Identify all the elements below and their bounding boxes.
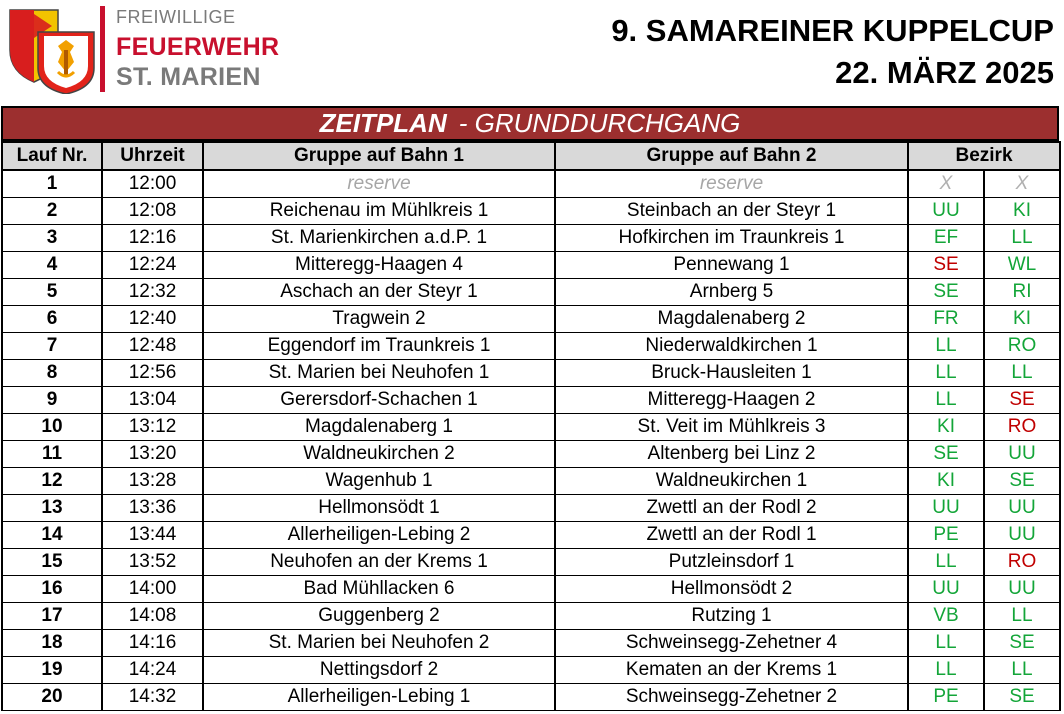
bezirk-1-cell: SE xyxy=(908,440,984,467)
bezirk-1-cell: SE xyxy=(908,278,984,305)
lauf-nr-cell: 11 xyxy=(2,440,102,467)
table-row xyxy=(2,359,1060,386)
bahn-2-group-cell: Steinbach an der Steyr 1 xyxy=(555,197,908,224)
schedule-table-body xyxy=(2,170,1060,710)
column-header-lauf-nr: Lauf Nr. xyxy=(2,142,102,170)
table-row xyxy=(2,602,1060,629)
table-row xyxy=(2,494,1060,521)
uhrzeit-cell: 13:04 xyxy=(102,386,203,413)
column-header-uhrzeit: Uhrzeit xyxy=(102,142,203,170)
bahn-1-group-cell: St. Marien bei Neuhofen 1 xyxy=(203,359,555,386)
bezirk-2-cell: LL xyxy=(984,602,1060,629)
bahn-2-group-cell: Waldneukirchen 1 xyxy=(555,467,908,494)
uhrzeit-cell: 13:12 xyxy=(102,413,203,440)
bezirk-1-cell: LL xyxy=(908,548,984,575)
uhrzeit-cell: 12:32 xyxy=(102,278,203,305)
event-date: 22. MÄRZ 2025 xyxy=(835,55,1054,90)
bahn-1-group-cell: Tragwein 2 xyxy=(203,305,555,332)
table-row xyxy=(2,629,1060,656)
uhrzeit-cell: 12:08 xyxy=(102,197,203,224)
table-row xyxy=(2,197,1060,224)
bahn-2-group-cell: St. Veit im Mühlkreis 3 xyxy=(555,413,908,440)
bezirk-2-cell: SE xyxy=(984,386,1060,413)
bezirk-1-cell: LL xyxy=(908,359,984,386)
uhrzeit-cell: 12:56 xyxy=(102,359,203,386)
bahn-1-group-cell: Nettingsdorf 2 xyxy=(203,656,555,683)
table-row xyxy=(2,332,1060,359)
bahn-2-group-cell: Schweinsegg-Zehetner 2 xyxy=(555,683,908,710)
bezirk-1-cell: KI xyxy=(908,413,984,440)
bezirk-1-cell: PE xyxy=(908,683,984,710)
bezirk-1-cell: LL xyxy=(908,656,984,683)
bezirk-2-cell: KI xyxy=(984,305,1060,332)
banner-title: ZEITPLAN xyxy=(319,108,447,138)
bezirk-2-cell: UU xyxy=(984,521,1060,548)
bezirk-1-cell: LL xyxy=(908,386,984,413)
table-row xyxy=(2,548,1060,575)
table-row xyxy=(2,575,1060,602)
table-row xyxy=(2,224,1060,251)
uhrzeit-cell: 12:00 xyxy=(102,170,203,197)
uhrzeit-cell: 14:24 xyxy=(102,656,203,683)
bahn-1-group-cell: Allerheiligen-Lebing 2 xyxy=(203,521,555,548)
lauf-nr-cell: 2 xyxy=(2,197,102,224)
lauf-nr-cell: 6 xyxy=(2,305,102,332)
bahn-2-group-cell: Mitteregg-Haagen 2 xyxy=(555,386,908,413)
org-line-2: FEUERWEHR xyxy=(116,33,280,61)
table-row xyxy=(2,656,1060,683)
column-header-bahn-2: Gruppe auf Bahn 2 xyxy=(555,142,908,170)
bahn-2-group-cell: Pennewang 1 xyxy=(555,251,908,278)
table-row xyxy=(2,251,1060,278)
event-title: 9. SAMAREINER KUPPELCUP xyxy=(611,13,1054,48)
uhrzeit-cell: 14:00 xyxy=(102,575,203,602)
bezirk-1-cell: LL xyxy=(908,332,984,359)
bezirk-1-cell: X xyxy=(908,170,984,197)
uhrzeit-cell: 12:40 xyxy=(102,305,203,332)
fire-brigade-crest-logo xyxy=(8,6,96,94)
bezirk-2-cell: SE xyxy=(984,683,1060,710)
bahn-1-group-cell: Hellmonsödt 1 xyxy=(203,494,555,521)
bezirk-1-cell: UU xyxy=(908,197,984,224)
bahn-1-group-cell: Wagenhub 1 xyxy=(203,467,555,494)
lauf-nr-cell: 14 xyxy=(2,521,102,548)
bahn-2-group-cell: Bruck-Hausleiten 1 xyxy=(555,359,908,386)
organization-name xyxy=(116,8,279,90)
uhrzeit-cell: 14:16 xyxy=(102,629,203,656)
bezirk-2-cell: X xyxy=(984,170,1060,197)
bahn-2-group-cell: Zwettl an der Rodl 1 xyxy=(555,521,908,548)
uhrzeit-cell: 12:48 xyxy=(102,332,203,359)
table-row xyxy=(2,305,1060,332)
bezirk-2-cell: UU xyxy=(984,440,1060,467)
bezirk-2-cell: LL xyxy=(984,224,1060,251)
uhrzeit-cell: 14:32 xyxy=(102,683,203,710)
logo-divider xyxy=(100,6,105,92)
lauf-nr-cell: 9 xyxy=(2,386,102,413)
event-info xyxy=(611,10,1054,94)
bezirk-1-cell: LL xyxy=(908,629,984,656)
column-header-bezirk: Bezirk xyxy=(908,142,1060,170)
bahn-2-group-cell: Niederwaldkirchen 1 xyxy=(555,332,908,359)
bezirk-1-cell: VB xyxy=(908,602,984,629)
bahn-2-group-cell: Rutzing 1 xyxy=(555,602,908,629)
uhrzeit-cell: 12:24 xyxy=(102,251,203,278)
bezirk-1-cell: FR xyxy=(908,305,984,332)
bahn-2-group-cell: Hellmonsödt 2 xyxy=(555,575,908,602)
bahn-2-group-cell: Magdalenaberg 2 xyxy=(555,305,908,332)
bahn-1-group-cell: Neuhofen an der Krems 1 xyxy=(203,548,555,575)
uhrzeit-cell: 13:44 xyxy=(102,521,203,548)
bezirk-1-cell: PE xyxy=(908,521,984,548)
lauf-nr-cell: 4 xyxy=(2,251,102,278)
bahn-2-group-cell: Kematen an der Krems 1 xyxy=(555,656,908,683)
table-header-row xyxy=(2,142,1060,170)
bezirk-2-cell: LL xyxy=(984,656,1060,683)
bezirk-1-cell: SE xyxy=(908,251,984,278)
org-line-3: ST. MARIEN xyxy=(116,63,261,91)
bahn-1-group-cell: Reichenau im Mühlkreis 1 xyxy=(203,197,555,224)
bahn-1-group-cell: Eggendorf im Traunkreis 1 xyxy=(203,332,555,359)
bahn-2-group-cell: Altenberg bei Linz 2 xyxy=(555,440,908,467)
bezirk-2-cell: RO xyxy=(984,548,1060,575)
lauf-nr-cell: 19 xyxy=(2,656,102,683)
lauf-nr-cell: 17 xyxy=(2,602,102,629)
table-row xyxy=(2,683,1060,710)
bezirk-2-cell: RO xyxy=(984,413,1060,440)
table-row xyxy=(2,386,1060,413)
bahn-1-group-cell: Aschach an der Steyr 1 xyxy=(203,278,555,305)
uhrzeit-cell: 14:08 xyxy=(102,602,203,629)
table-row xyxy=(2,278,1060,305)
bezirk-2-cell: UU xyxy=(984,494,1060,521)
bezirk-1-cell: EF xyxy=(908,224,984,251)
lauf-nr-cell: 18 xyxy=(2,629,102,656)
bezirk-1-cell: KI xyxy=(908,467,984,494)
uhrzeit-cell: 13:52 xyxy=(102,548,203,575)
banner-subtitle: - GRUNDDURCHGANG xyxy=(458,108,741,138)
lauf-nr-cell: 13 xyxy=(2,494,102,521)
lauf-nr-cell: 8 xyxy=(2,359,102,386)
org-line-1: FREIWILLIGE xyxy=(116,7,236,27)
bahn-1-group-cell: reserve xyxy=(203,170,555,197)
bezirk-1-cell: UU xyxy=(908,575,984,602)
bezirk-2-cell: SE xyxy=(984,629,1060,656)
table-row xyxy=(2,440,1060,467)
bahn-1-group-cell: Mitteregg-Haagen 4 xyxy=(203,251,555,278)
bahn-1-group-cell: St. Marien bei Neuhofen 2 xyxy=(203,629,555,656)
bahn-1-group-cell: Allerheiligen-Lebing 1 xyxy=(203,683,555,710)
bahn-1-group-cell: Magdalenaberg 1 xyxy=(203,413,555,440)
lauf-nr-cell: 15 xyxy=(2,548,102,575)
lauf-nr-cell: 7 xyxy=(2,332,102,359)
schedule-banner xyxy=(1,106,1059,141)
table-row xyxy=(2,413,1060,440)
bezirk-2-cell: RI xyxy=(984,278,1060,305)
lauf-nr-cell: 16 xyxy=(2,575,102,602)
page-header xyxy=(0,0,1064,100)
bahn-1-group-cell: Guggenberg 2 xyxy=(203,602,555,629)
bezirk-1-cell: UU xyxy=(908,494,984,521)
bezirk-2-cell: RO xyxy=(984,332,1060,359)
uhrzeit-cell: 13:20 xyxy=(102,440,203,467)
bahn-2-group-cell: Putzleinsdorf 1 xyxy=(555,548,908,575)
bezirk-2-cell: KI xyxy=(984,197,1060,224)
schedule-table xyxy=(1,141,1061,711)
lauf-nr-cell: 3 xyxy=(2,224,102,251)
bahn-2-group-cell: Arnberg 5 xyxy=(555,278,908,305)
lauf-nr-cell: 1 xyxy=(2,170,102,197)
lauf-nr-cell: 20 xyxy=(2,683,102,710)
table-row xyxy=(2,521,1060,548)
bahn-1-group-cell: Bad Mühllacken 6 xyxy=(203,575,555,602)
bahn-1-group-cell: Gerersdorf-Schachen 1 xyxy=(203,386,555,413)
column-header-bahn-1: Gruppe auf Bahn 1 xyxy=(203,142,555,170)
bezirk-2-cell: LL xyxy=(984,359,1060,386)
bahn-1-group-cell: Waldneukirchen 2 xyxy=(203,440,555,467)
uhrzeit-cell: 12:16 xyxy=(102,224,203,251)
bahn-1-group-cell: St. Marienkirchen a.d.P. 1 xyxy=(203,224,555,251)
lauf-nr-cell: 12 xyxy=(2,467,102,494)
lauf-nr-cell: 10 xyxy=(2,413,102,440)
schedule-table-wrapper xyxy=(1,106,1059,711)
bezirk-2-cell: UU xyxy=(984,575,1060,602)
bahn-2-group-cell: Hofkirchen im Traunkreis 1 xyxy=(555,224,908,251)
table-row xyxy=(2,170,1060,197)
bezirk-2-cell: SE xyxy=(984,467,1060,494)
bahn-2-group-cell: reserve xyxy=(555,170,908,197)
uhrzeit-cell: 13:28 xyxy=(102,467,203,494)
bahn-2-group-cell: Zwettl an der Rodl 2 xyxy=(555,494,908,521)
bezirk-2-cell: WL xyxy=(984,251,1060,278)
uhrzeit-cell: 13:36 xyxy=(102,494,203,521)
bahn-2-group-cell: Schweinsegg-Zehetner 4 xyxy=(555,629,908,656)
lauf-nr-cell: 5 xyxy=(2,278,102,305)
table-row xyxy=(2,467,1060,494)
